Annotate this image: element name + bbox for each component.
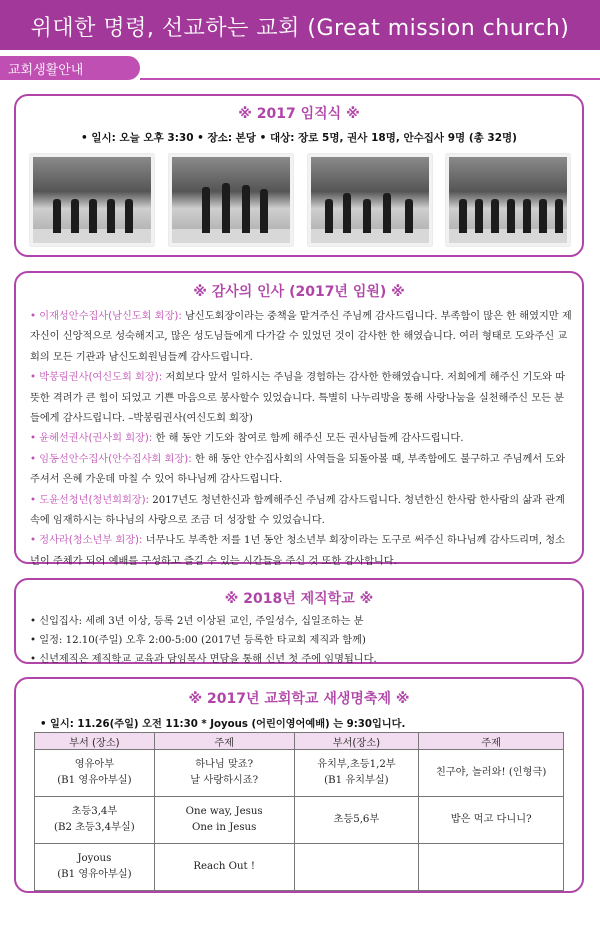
school-item: • 신입집사: 세례 3년 이상, 등록 2년 이상된 교인, 주일성수, 십일조하는 분: [30, 616, 364, 627]
thanks-entry: • 이재성안수집사(남신도회 회장): 남신도회장이라는 중책을 맡겨주신 주님께 감사드립니다. 부족함이 많은 한 해였지만 제 자신이 신앙적으로 성숙해지고, 많은 성도님들에게 다가갈 수 있었던 것이 감사한 한 해였습니다. 여러 형태로 도와주신 교회의 모든 기관과 남신도회원님들께 감사드립니다.: [30, 311, 572, 363]
thanks-entry-text: 한 해 동안 기도와 참여로 함께 해주신 모든 권사님들께 감사드립니다.: [152, 433, 464, 445]
festival-title: ※ 2017년 교회학교 새생명축제 ※: [188, 691, 410, 707]
section-divider: [140, 78, 600, 80]
ordination-photo: [446, 154, 570, 246]
table-cell: [419, 844, 564, 891]
thanks-entry: • 박봉림권사(여신도회 회장): 저희보다 앞서 일하시는 주님을 경험하는 감사한 한해였습니다. 저희에게 해주신 기도와 따뜻한 격려가 큰 힘이 되었고 기쁜 마음으로 봉사할수 있었습니다. 특별히 나누리방을 통해 사랑나눔을 실천해주신 모든 분들에게 감사드립니다. –박봉림권사(여신도회 회장): [30, 372, 566, 425]
thanks-entry: • 정사라(청소년부 회장): 너무나도 부족한 저를 1년 동안 청소년부 회장이라는 도구로 써주신 하나님께 감사드리며, 청소년이 주체가 되어 예배를 구성하고 즐길 수 있는 시간들을 주신 것 또한 감사합니다.: [30, 535, 565, 567]
section-tab-label: 교회생활안내: [8, 63, 84, 78]
table-header-row: [35, 733, 564, 750]
header-banner: [0, 0, 600, 50]
thanks-entry: • 윤혜선권사(권사회 회장): 한 해 동안 기도와 참여로 함께 해주신 모든 권사님들께 감사드립니다.: [30, 433, 464, 445]
thanks-entry-text: 저희보다 앞서 일하시는 주님을 경험하는 감사한 한해였습니다. 저희에게 해주신 기도와 따뜻한 격려가 큰 힘이 되었고 기쁜 마음으로 봉사할수 있었습니다. 특별히 나누리방을 통해 사랑나눔을 실천해주신 모든 분들에게 감사드립니다. –박봉림권사(여신도회 회장): [30, 372, 566, 425]
thanks-box: [14, 271, 584, 567]
table-cell: 하나님 맞죠? 날 사랑하시죠?: [154, 750, 294, 797]
ordination-photo: [30, 154, 154, 246]
thanks-entry-author: 이재성안수집사(남신도회 회장):: [39, 311, 182, 322]
ordination-photo: [169, 154, 293, 246]
table-header-cell: 주제: [154, 733, 294, 750]
section-tab: [0, 56, 140, 80]
header-title: 위대한 명령, 선교하는 교회 (Great mission church): [30, 16, 570, 41]
festival-box: [14, 677, 584, 893]
thanks-entry: • 도윤선청년(청년회회장): 2017년도 청년한신과 함께해주신 주님께 감사드립니다. 청년한신 한사람 한사람의 삶과 관계 속에 임재하시는 하나님의 사랑으로 조금 더 성장할 수 있었습니다.: [30, 494, 565, 527]
table-cell: 초등3,4부 (B2 초등3,4부실): [35, 797, 155, 844]
thanks-entry-text: 2017년도 청년한신과 함께해주신 주님께 감사드립니다. 청년한신 한사람 한사람의 삶과 관계 속에 임재하시는 하나님의 사랑으로 조금 더 성장할 수 있었습니다.: [30, 494, 565, 527]
table-cell: Reach Out !: [154, 844, 294, 891]
table-cell: One way, Jesus One in Jesus: [154, 797, 294, 844]
ordination-box: [14, 94, 584, 257]
festival-table: [34, 732, 564, 891]
thanks-entry-text: 남신도회장이라는 중책을 맡겨주신 주님께 감사드립니다. 부족함이 많은 한 해였지만 제 자신이 신앙적으로 성숙해지고, 많은 성도님들에게 다가갈 수 있었던 것이 감사한 한 해였습니다. 여러 형태로 도와주신 교회의 모든 기관과 남신도회원님들께 감사드립니다.: [30, 311, 572, 363]
table-cell: 밥은 먹고 다니니?: [419, 797, 564, 844]
ordination-photo: [308, 154, 432, 246]
thanks-entry-author: 정사라(청소년부 회장):: [39, 535, 143, 547]
thanks-entry-author: 윤혜선권사(권사회 회장):: [39, 433, 153, 445]
thanks-entry-text: 한 해 동안 안수집사회의 사역들을 되돌아볼 때, 부족함에도 불구하고 주님께서 도와주셔서 은혜 가운데 마칠 수 있어 하나님께 감사드립니다.: [30, 453, 566, 486]
ordination-title: ※ 2017 임직식 ※: [238, 106, 360, 122]
table-row: [35, 797, 564, 844]
table-header-cell: 부서(장소): [294, 733, 419, 750]
table-cell: 친구야, 놀러와! (인형극): [419, 750, 564, 797]
school-box: [14, 578, 584, 664]
table-row: [35, 844, 564, 891]
table-header-cell: 주제: [419, 733, 564, 750]
ordination-info: • 일시: 오늘 오후 3:30 • 장소: 본당 • 대상: 장로 5명, 권사 18명, 안수집사 9명 (총 32명): [81, 132, 517, 144]
thanks-title: ※ 감사의 인사 (2017년 임원) ※: [193, 284, 405, 300]
school-item: • 신년제직은 제직학교 교육과 담임목사 면담을 통해 신년 첫 주에 임명됩니다.: [30, 654, 377, 665]
table-row: [35, 750, 564, 797]
table-cell: 초등5,6부: [294, 797, 419, 844]
school-item: • 일정: 12.10(주일) 오후 2:00-5:00 (2017년 등록한 타교회 제직과 함께): [30, 635, 366, 646]
thanks-entry-author: 박봉림권사(여신도회 회장):: [39, 372, 163, 384]
school-title: ※ 2018년 제직학교 ※: [224, 591, 374, 607]
thanks-entry: • 임동선안수집사(안수집사회 회장): 한 해 동안 안수집사회의 사역들을 되돌아볼 때, 부족함에도 불구하고 주님께서 도와주셔서 은혜 가운데 마칠 수 있어 하나님께 감사드립니다.: [30, 453, 566, 486]
thanks-entry-author: 임동선안수집사(안수집사회 회장):: [39, 453, 192, 465]
table-cell: [294, 844, 419, 891]
ordination-photos: [30, 154, 570, 246]
table-cell: 유치부,초등1,2부 (B1 유치부실): [294, 750, 419, 797]
table-header-cell: 부서 (장소): [35, 733, 155, 750]
thanks-entry-author: 도윤선청년(청년회회장):: [39, 494, 150, 506]
festival-info: • 일시: 11.26(주일) 오전 11:30 * Joyous (어린이영어예배) 는 9:30입니다.: [40, 719, 406, 730]
table-cell: Joyous (B1 영유아부실): [35, 844, 155, 891]
thanks-entry-text: 너무나도 부족한 저를 1년 동안 청소년부 회장이라는 도구로 써주신 하나님께 감사드리며, 청소년이 주체가 되어 예배를 구성하고 즐길 수 있는 시간들을 주신 것 또한 감사합니다.: [30, 535, 565, 567]
table-cell: 영유아부 (B1 영유아부실): [35, 750, 155, 797]
